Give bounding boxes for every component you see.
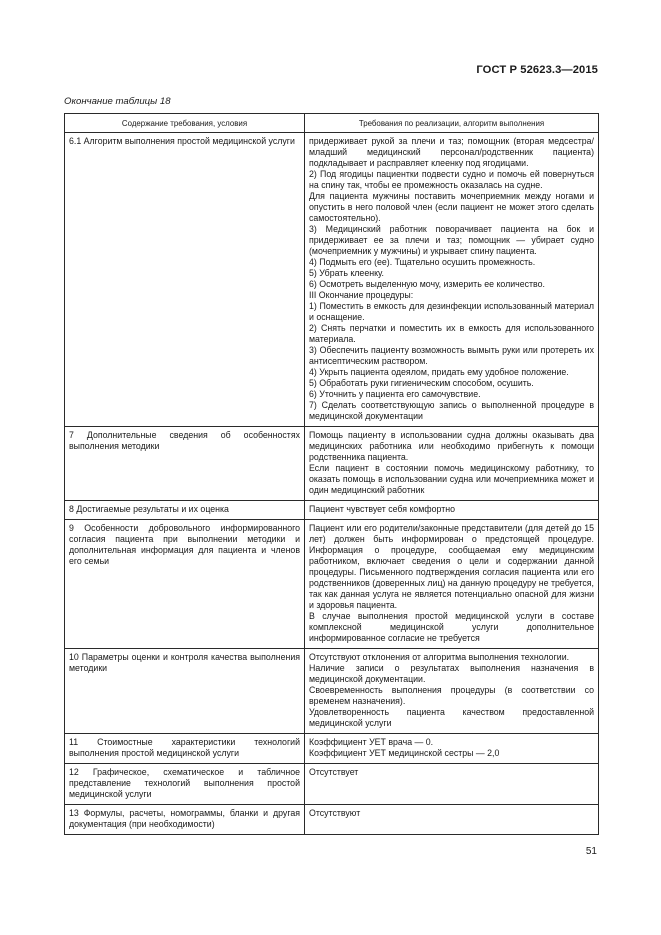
requirement-cell: 9 Особенности добровольного информированного согласия пациента при выполнении методики и дополнительная информация для пациента и членов его семьи	[65, 520, 305, 649]
implementation-line: Для пациента мужчины поставить мочеприемник между ногами и опустить в него половой член (если пациент не может этого сделать самостоятельно).	[309, 191, 594, 223]
implementation-line: 1) Поместить в емкость для дезинфекции использованный материал и оснащение.	[309, 301, 594, 322]
implementation-line: 5) Обработать руки гигиеническим способом, осушить.	[309, 378, 534, 388]
implementation-line: 6) Уточнить у пациента его самочувствие.	[309, 389, 481, 399]
implementation-line: 2) Под ягодицы пациентки подвести судно и помочь ей повернуться на спину так, чтобы ее промежность оказалась на судне.	[309, 169, 594, 190]
implementation-line: придерживает рукой за плечи и таз; помощник (вторая медсестра/младший медицинский персонал/родственник пациента) подкладывает и расправляет клеенку под ягодицами.	[309, 136, 594, 168]
table-caption: Окончание таблицы 18	[64, 96, 171, 107]
table-row	[65, 649, 599, 734]
implementation-cell	[305, 805, 599, 835]
implementation-line: Если пациент в состоянии помочь медицинскому работнику, то оказать помощь в использовании судна или мочеприемника может и один медицинский работник	[309, 463, 594, 495]
table-body	[65, 133, 599, 835]
implementation-line: Коэффициент УЕТ медицинской сестры — 2,0	[309, 748, 500, 758]
implementation-line: 6) Осмотреть выделенную мочу, измерить ее количество.	[309, 279, 545, 289]
implementation-line: Отсутствуют	[309, 808, 361, 818]
implementation-line: Наличие записи о результатах выполнения назначения в медицинской документации.	[309, 663, 594, 684]
implementation-cell	[305, 764, 599, 805]
implementation-line: Своевременность выполнения процедуры (в соответствии со временем назначения).	[309, 685, 594, 706]
implementation-line: Помощь пациенту в использовании судна должны оказывать два медицинских работника или необходимо прибегнуть к помощи родственника пациента.	[309, 430, 594, 462]
implementation-line: 3) Обеспечить пациенту возможность вымыть руки или протереть их антисептическим раствором.	[309, 345, 594, 366]
column-header-requirement: Содержание требования, условия	[65, 114, 305, 133]
implementation-line: Коэффициент УЕТ врача — 0.	[309, 737, 434, 747]
table-row	[65, 427, 599, 501]
requirement-cell: 13 Формулы, расчеты, номограммы, бланки и другая документация (при необходимости)	[65, 805, 305, 835]
requirement-cell: 8 Достигаемые результаты и их оценка	[65, 501, 305, 520]
standard-code: ГОСТ Р 52623.3—2015	[476, 64, 598, 76]
requirement-cell: 6.1 Алгоритм выполнения простой медицинской услуги	[65, 133, 305, 427]
implementation-line: 7) Сделать соответствующую запись о выполненной процедуре в медицинской документации	[309, 400, 594, 421]
table-row	[65, 734, 599, 764]
implementation-line: 5) Убрать клеенку.	[309, 268, 384, 278]
implementation-line: Пациент чувствует себя комфортно	[309, 504, 455, 514]
implementation-line: 4) Подмыть его (ее). Тщательно осушить промежность.	[309, 257, 536, 267]
table-row	[65, 520, 599, 649]
requirement-cell: 11 Стоимостные характеристики технологий выполнения простой медицинской услуги	[65, 734, 305, 764]
implementation-cell	[305, 520, 599, 649]
implementation-line: 4) Укрыть пациента одеялом, придать ему удобное положение.	[309, 367, 569, 377]
implementation-cell	[305, 427, 599, 501]
implementation-line: 2) Снять перчатки и поместить их в емкость для использованного материала.	[309, 323, 594, 344]
implementation-line: Отсутствуют отклонения от алгоритма выполнения технологии.	[309, 652, 570, 662]
table-row	[65, 805, 599, 835]
table-row	[65, 501, 599, 520]
table-row	[65, 764, 599, 805]
requirement-cell: 10 Параметры оценки и контроля качества выполнения методики	[65, 649, 305, 734]
requirement-cell: 12 Графическое, схематическое и табличное представление технологий выполнения простой медицинской услуги	[65, 764, 305, 805]
table-header-row	[65, 114, 599, 133]
table-row	[65, 133, 599, 427]
implementation-cell	[305, 501, 599, 520]
implementation-cell	[305, 649, 599, 734]
implementation-cell	[305, 734, 599, 764]
implementation-cell	[305, 133, 599, 427]
implementation-line: 3) Медицинский работник поворачивает пациента на бок и придерживает ее за плечи и таз; помощник — убирает судно (мочеприемник у мужчины) и укрывает спину пациента.	[309, 224, 594, 256]
implementation-line: Пациент или его родители/законные представители (для детей до 15 лет) должен быть информирован о предстоящей процедуре. Информация о процедуре, сообщаемая ему медицинским работником, включает сведения о цели и содержании данной процедуры. Письменного подтверждения согласия пациента или его родственников (доверенных лиц) на данную процедуру не требуется, так как данная услуга не является потенциально опасной для жизни и здоровья пациента.	[309, 523, 594, 610]
implementation-line: В случае выполнения простой медицинской услуги в составе комплексной медицинской услуги дополнительное информированное согласие не требуется	[309, 611, 594, 643]
implementation-line: Удовлетворенность пациента качеством предоставленной медицинской услуги	[309, 707, 594, 728]
requirement-cell: 7 Дополнительные сведения об особенностях выполнения методики	[65, 427, 305, 501]
column-header-implementation: Требования по реализации, алгоритм выполнения	[305, 114, 599, 133]
implementation-line: III Окончание процедуры:	[309, 290, 414, 300]
page-number: 51	[585, 846, 597, 857]
implementation-line: Отсутствует	[309, 767, 359, 777]
requirements-table	[64, 113, 599, 835]
